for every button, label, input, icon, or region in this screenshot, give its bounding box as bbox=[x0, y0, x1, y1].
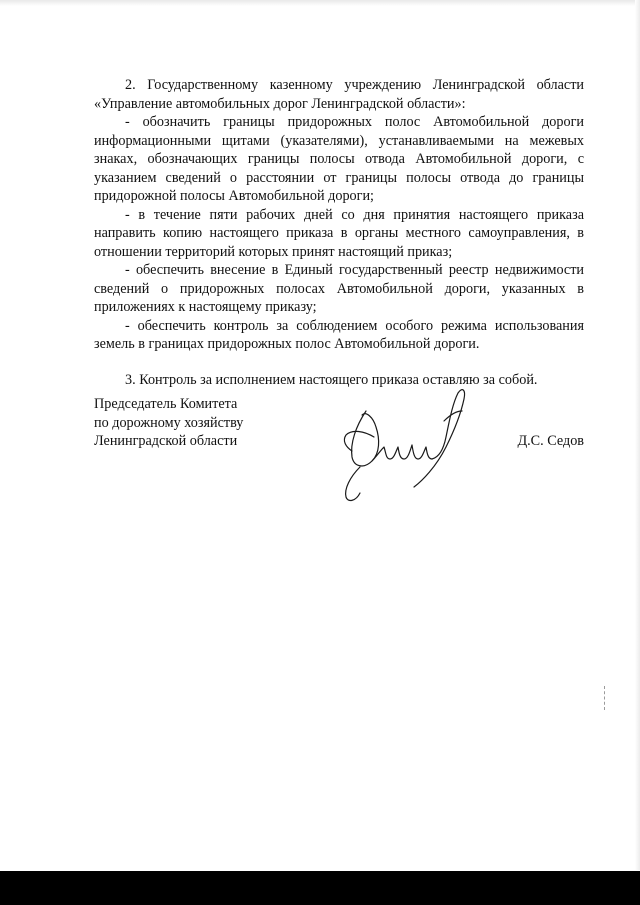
bullet-send-copy: - в течение пяти рабочих дней со дня принятия настоящего приказа направить копию настоящего приказа в органы местного самоуправления, в отношении территорий которых принят настоящий приказ; bbox=[94, 206, 584, 260]
signer-position-line: Председатель Комитета bbox=[94, 396, 238, 412]
bullet-control-regime: - обеспечить контроль за соблюдением особого режима использования земель в границах придорожных полос Автомобильной дороги. bbox=[94, 317, 584, 352]
signer-position-line: Ленинградской области bbox=[94, 433, 238, 449]
paragraph-item-2: 2. Государственному казенному учреждению Ленинградской области «Управление автомобильных дорог Ленинградской области»: bbox=[94, 77, 584, 112]
scan-fold-mark bbox=[604, 686, 606, 710]
signer-position bbox=[94, 395, 243, 451]
signer-name: Д.С. Седов bbox=[517, 433, 584, 449]
scan-bottom-band bbox=[0, 871, 640, 905]
signer-position-line: по дорожному хозяйству bbox=[94, 414, 244, 431]
scan-top-edge bbox=[0, 0, 640, 6]
signature-block bbox=[94, 395, 584, 525]
paragraph-item-3: 3. Контроль за исполнением настоящего приказа оставляю за собой. bbox=[125, 371, 538, 388]
scan-right-edge bbox=[635, 0, 640, 870]
handwritten-signature bbox=[316, 381, 486, 509]
document-body bbox=[94, 76, 584, 389]
bullet-register-entry: - обеспечить внесение в Единый государственный реестр недвижимости сведений о придорожных полосах Автомобильной дороги, указанных в приложениях к настоящему приказу; bbox=[94, 262, 584, 315]
bullet-mark-boundaries: - обозначить границы придорожных полос Автомобильной дороги информационными щитами (указателями), устанавливаемыми на межевых знаках, обозначающих границы полосы отвода Автомобильной дороги, с указанием сведений о расстоянии от границы полосы отвода до границы придорожной полосы Автомобильной дороги; bbox=[94, 114, 584, 204]
